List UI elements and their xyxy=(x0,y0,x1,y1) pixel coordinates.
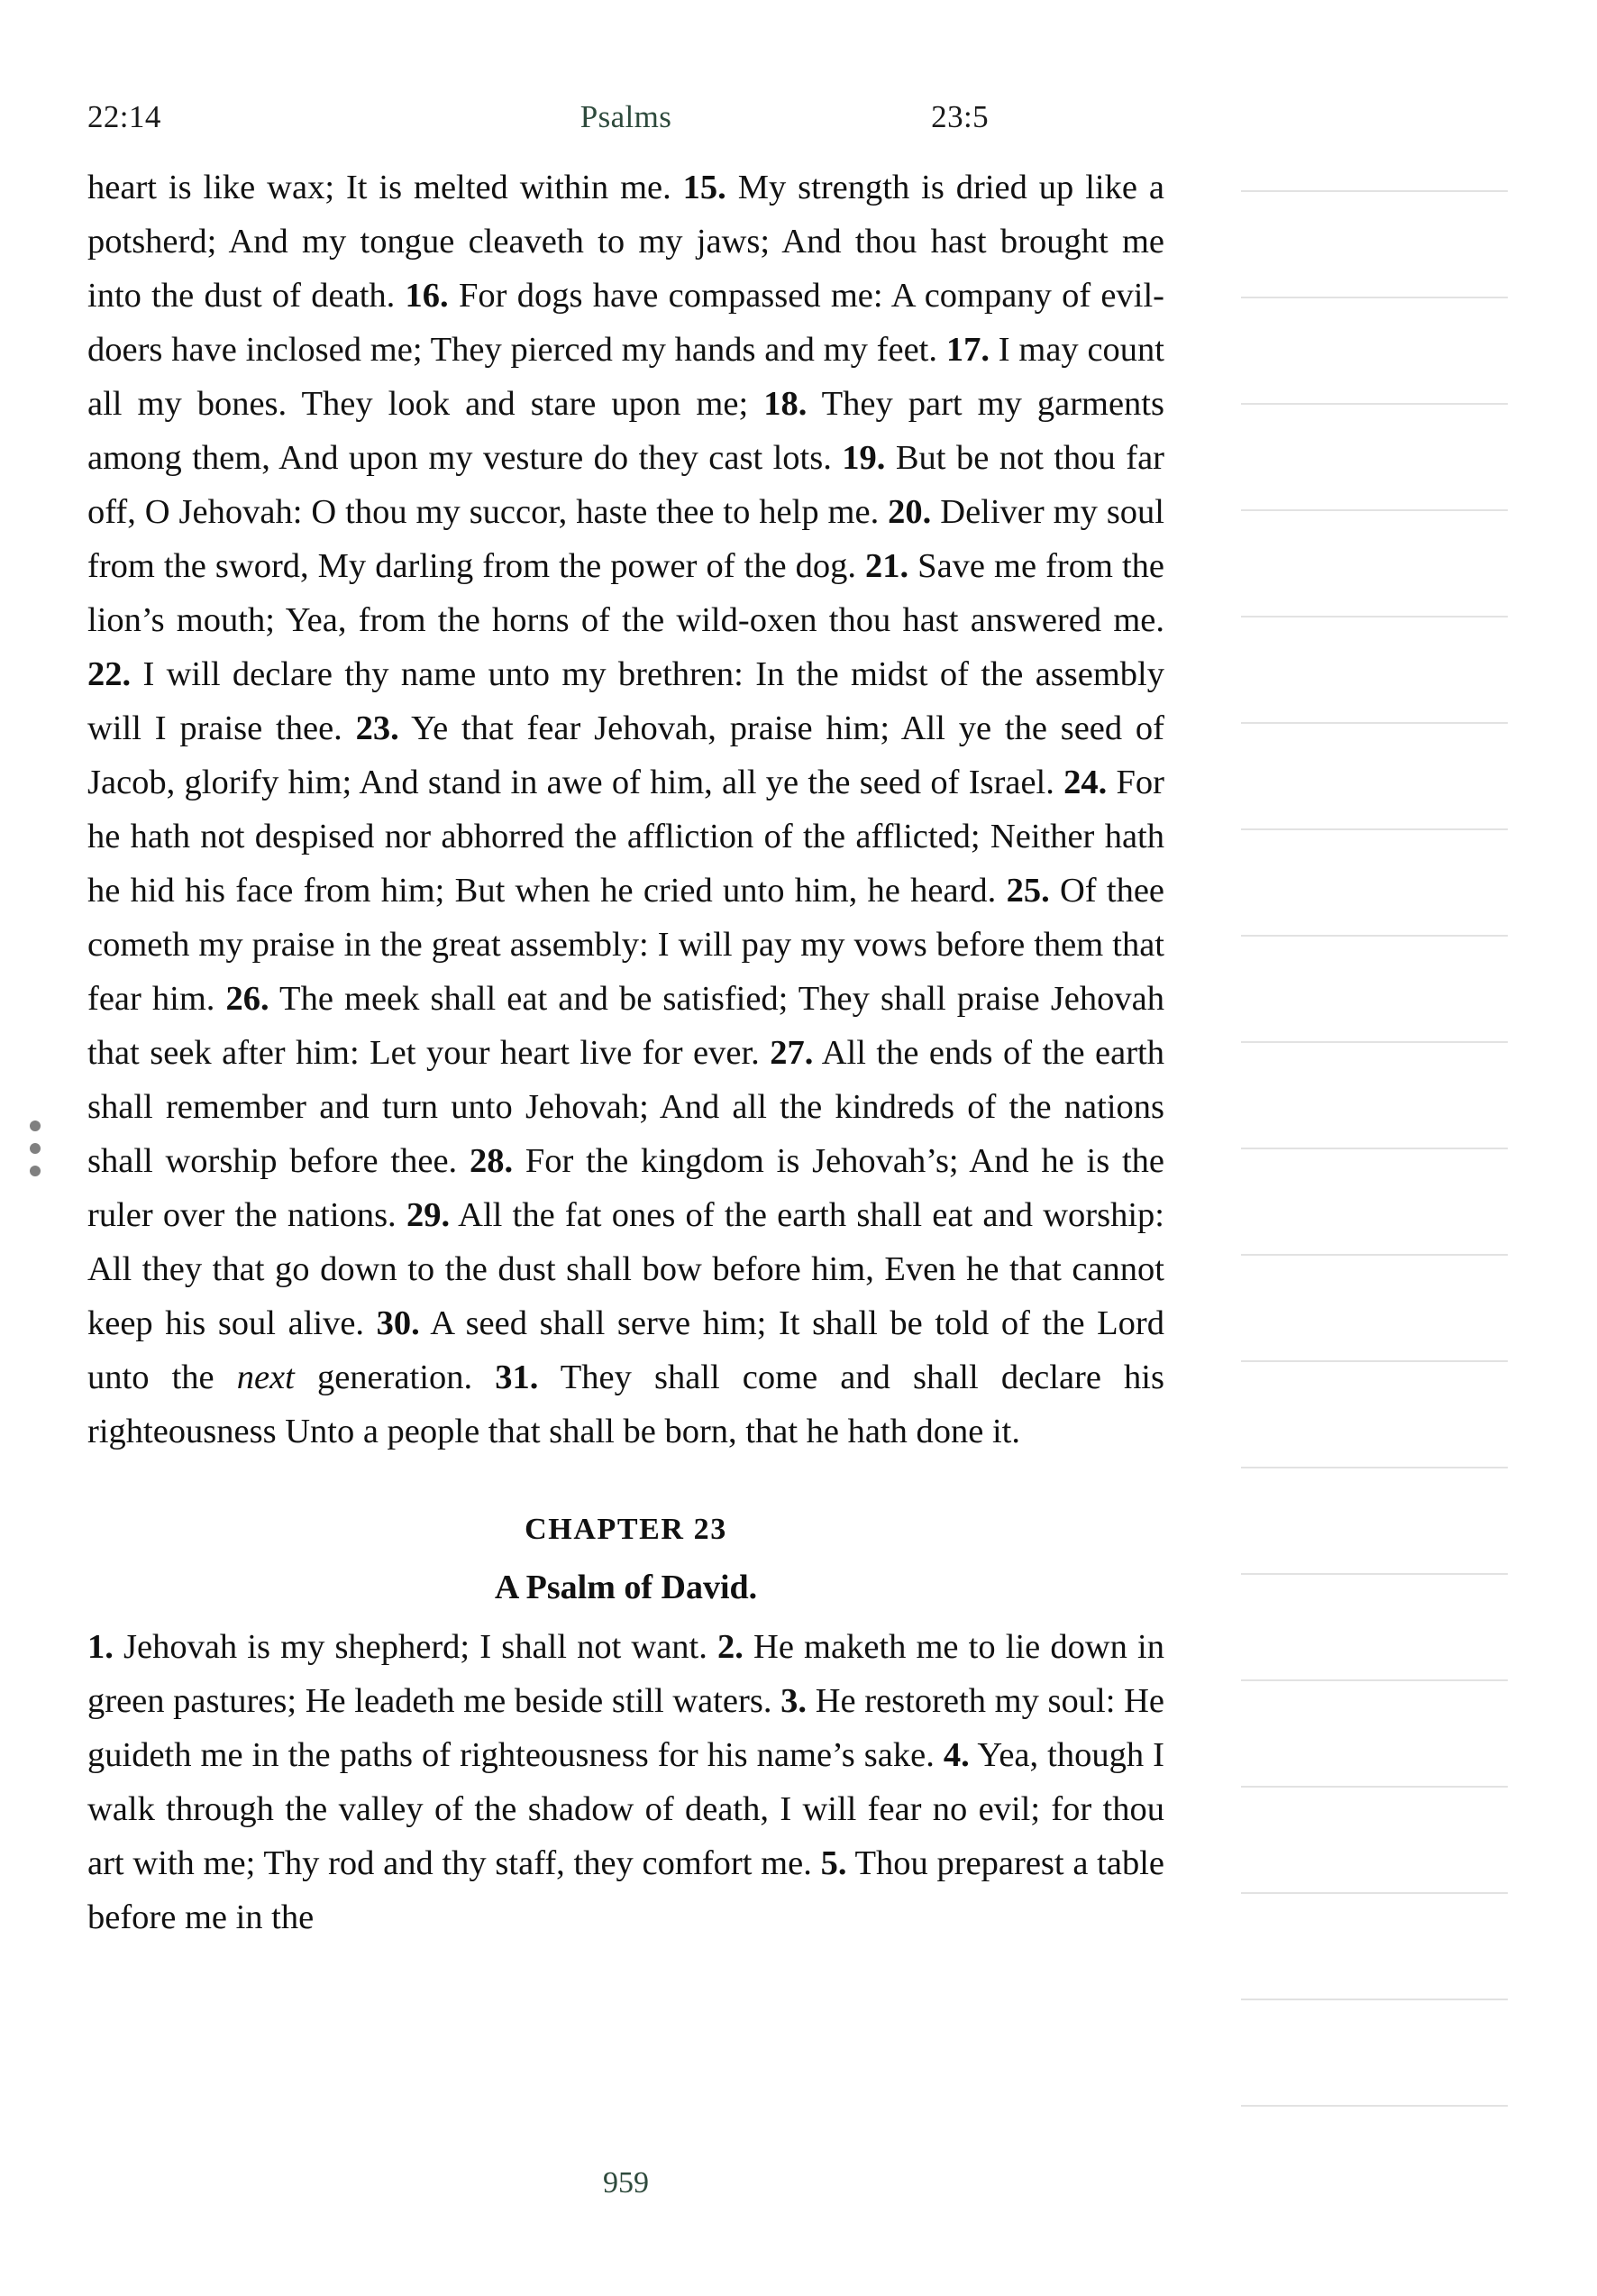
chapter-heading: CHAPTER 23 xyxy=(525,1513,727,1546)
verse-text: For he hath not despised nor abhorred the affliction of the afflicted; Neither hath he hid his face from him; But when he cried unto him, he heard. xyxy=(87,764,1165,910)
verse-number[interactable]: 4. xyxy=(943,1736,970,1774)
psalm-superscription-heading: A Psalm of David. xyxy=(494,1569,758,1606)
margin-note-line[interactable] xyxy=(1241,297,1508,298)
verse-number[interactable]: 3. xyxy=(780,1682,808,1720)
verse-text: The meek shall eat and be satisfied; They shall praise Jehovah that seek after him: Let your heart live for ever. xyxy=(87,980,1164,1072)
verse-text: Ye that fear Jehovah, praise him; All ye the seed of Jacob, glorify him; And stand in awe of him, all ye the seed of Israel. xyxy=(87,709,1165,801)
verse-number[interactable]: 23. xyxy=(355,709,399,747)
verse-number[interactable]: 30. xyxy=(376,1304,420,1342)
margin-note-line[interactable] xyxy=(1241,190,1508,192)
italicized-word: next xyxy=(236,1358,295,1396)
scripture-text-column xyxy=(87,160,1164,1944)
margin-note-line[interactable] xyxy=(1241,1148,1508,1149)
verse-number[interactable]: 25. xyxy=(1006,872,1050,910)
margin-note-line[interactable] xyxy=(1241,1679,1508,1681)
verse-text: For dogs have compassed me: A company of evil-doers have inclosed me; They pierced my hands and my feet. xyxy=(87,277,1164,369)
verse-number[interactable]: 20. xyxy=(888,493,932,531)
verse-number[interactable]: 15. xyxy=(682,169,726,206)
handle-dot xyxy=(30,1121,41,1131)
verse-number[interactable]: 17. xyxy=(945,331,990,369)
verse-number[interactable]: 21. xyxy=(865,547,909,585)
verse-text: He maketh me to lie down in green pastures; He leadeth me beside still waters. xyxy=(87,1628,1164,1720)
verse-number[interactable]: 27. xyxy=(770,1034,814,1072)
verse-number[interactable]: 24. xyxy=(1063,764,1108,801)
margin-note-line[interactable] xyxy=(1241,1999,1508,2000)
verse-text: They shall come and shall declare his righteousness Unto a people that shall be born, that he hath done it. xyxy=(87,1358,1164,1450)
handle-dot xyxy=(30,1143,41,1154)
running-head xyxy=(87,97,1164,137)
verse-number[interactable]: 5. xyxy=(820,1844,847,1882)
handle-dot xyxy=(30,1166,41,1176)
verse-text: I may count all my bones. They look and stare upon me; xyxy=(87,331,1165,423)
margin-note-line[interactable] xyxy=(1241,1892,1508,1894)
verse-number[interactable]: 26. xyxy=(225,980,269,1018)
paragraph-psalm-23 xyxy=(87,1620,1164,1944)
margin-note-lines[interactable] xyxy=(1241,0,1508,2296)
margin-note-line[interactable] xyxy=(1241,2105,1508,2107)
verse-text: All the ends of the earth shall remember and turn unto Jehovah; And all the kindreds of the nations shall worship before thee. xyxy=(87,1034,1164,1180)
paragraph-psalm-22-continued xyxy=(87,160,1164,1459)
verse-text: heart is like wax; It is melted within me. xyxy=(87,169,683,206)
running-head-left-reference: 22:14 xyxy=(87,99,161,134)
verse-number[interactable]: 2. xyxy=(717,1628,744,1666)
margin-note-line[interactable] xyxy=(1241,1360,1508,1362)
margin-note-line[interactable] xyxy=(1241,935,1508,937)
verse-number[interactable]: 22. xyxy=(87,655,132,693)
running-head-right-reference: 23:5 xyxy=(931,99,989,134)
page-number: 959 xyxy=(603,2166,649,2200)
verse-number[interactable]: 16. xyxy=(405,277,449,315)
margin-note-line[interactable] xyxy=(1241,1786,1508,1788)
margin-note-line[interactable] xyxy=(1241,1467,1508,1468)
vertical-ellipsis-drag-handle-icon[interactable] xyxy=(28,1121,42,1176)
verse-text: Save me from the lion’s mouth; Yea, from the horns of the wild-oxen thou hast answered me. xyxy=(87,547,1164,639)
margin-note-line[interactable] xyxy=(1241,1041,1508,1043)
verse-text: For the kingdom is Jehovah’s; And he is the ruler over the nations. xyxy=(87,1142,1164,1234)
verse-number[interactable]: 18. xyxy=(763,385,808,423)
verse-text: They part my garments among them, And upon my vesture do they cast lots. xyxy=(87,385,1164,477)
verse-number[interactable]: 29. xyxy=(406,1196,451,1234)
verse-text: Of thee cometh my praise in the great assembly: I will pay my vows before them that fear him. xyxy=(87,872,1165,1018)
verse-text: Jehovah is my shepherd; I shall not want. xyxy=(113,1628,717,1666)
margin-note-line[interactable] xyxy=(1241,509,1508,511)
verse-text: My strength is dried up like a potsherd; And my tongue cleaveth to my jaws; And thou hast brought me into the dust of death. xyxy=(87,169,1164,315)
verse-text: But be not thou far off, O Jehovah: O thou my succor, haste thee to help me. xyxy=(87,439,1164,531)
verse-text: He restoreth my soul: He guideth me in the paths of righteousness for his name’s sake. xyxy=(87,1682,1164,1774)
verse-number[interactable]: 28. xyxy=(469,1142,514,1180)
verse-text: Yea, though I walk through the valley of the shadow of death, I will fear no evil; for thou art with me; Thy rod and thy staff, they comfort me. xyxy=(87,1736,1164,1882)
verse-number[interactable]: 31. xyxy=(495,1358,539,1396)
margin-note-line[interactable] xyxy=(1241,722,1508,724)
verse-text: I will declare thy name unto my brethren: In the midst of the assembly will I praise thee. xyxy=(87,655,1164,747)
verse-text: All the fat ones of the earth shall eat and worship: All they that go down to the dust shall bow before him, Even he that cannot keep his soul alive. xyxy=(87,1196,1164,1342)
verse-text: A seed shall serve him; It shall be told of the Lord unto the xyxy=(87,1304,1165,1396)
margin-note-line[interactable] xyxy=(1241,1573,1508,1575)
verse-text: generation. xyxy=(294,1358,496,1396)
verse-text: Thou preparest a table before me in the xyxy=(87,1844,1164,1936)
margin-note-line[interactable] xyxy=(1241,1254,1508,1256)
margin-note-line[interactable] xyxy=(1241,828,1508,830)
verse-number[interactable]: 1. xyxy=(87,1628,114,1666)
verse-number[interactable]: 19. xyxy=(842,439,886,477)
margin-note-line[interactable] xyxy=(1241,616,1508,617)
margin-note-line[interactable] xyxy=(1241,403,1508,405)
running-head-book-title: Psalms xyxy=(579,99,672,134)
verse-text: Deliver my soul from the sword, My darling from the power of the dog. xyxy=(87,493,1165,585)
